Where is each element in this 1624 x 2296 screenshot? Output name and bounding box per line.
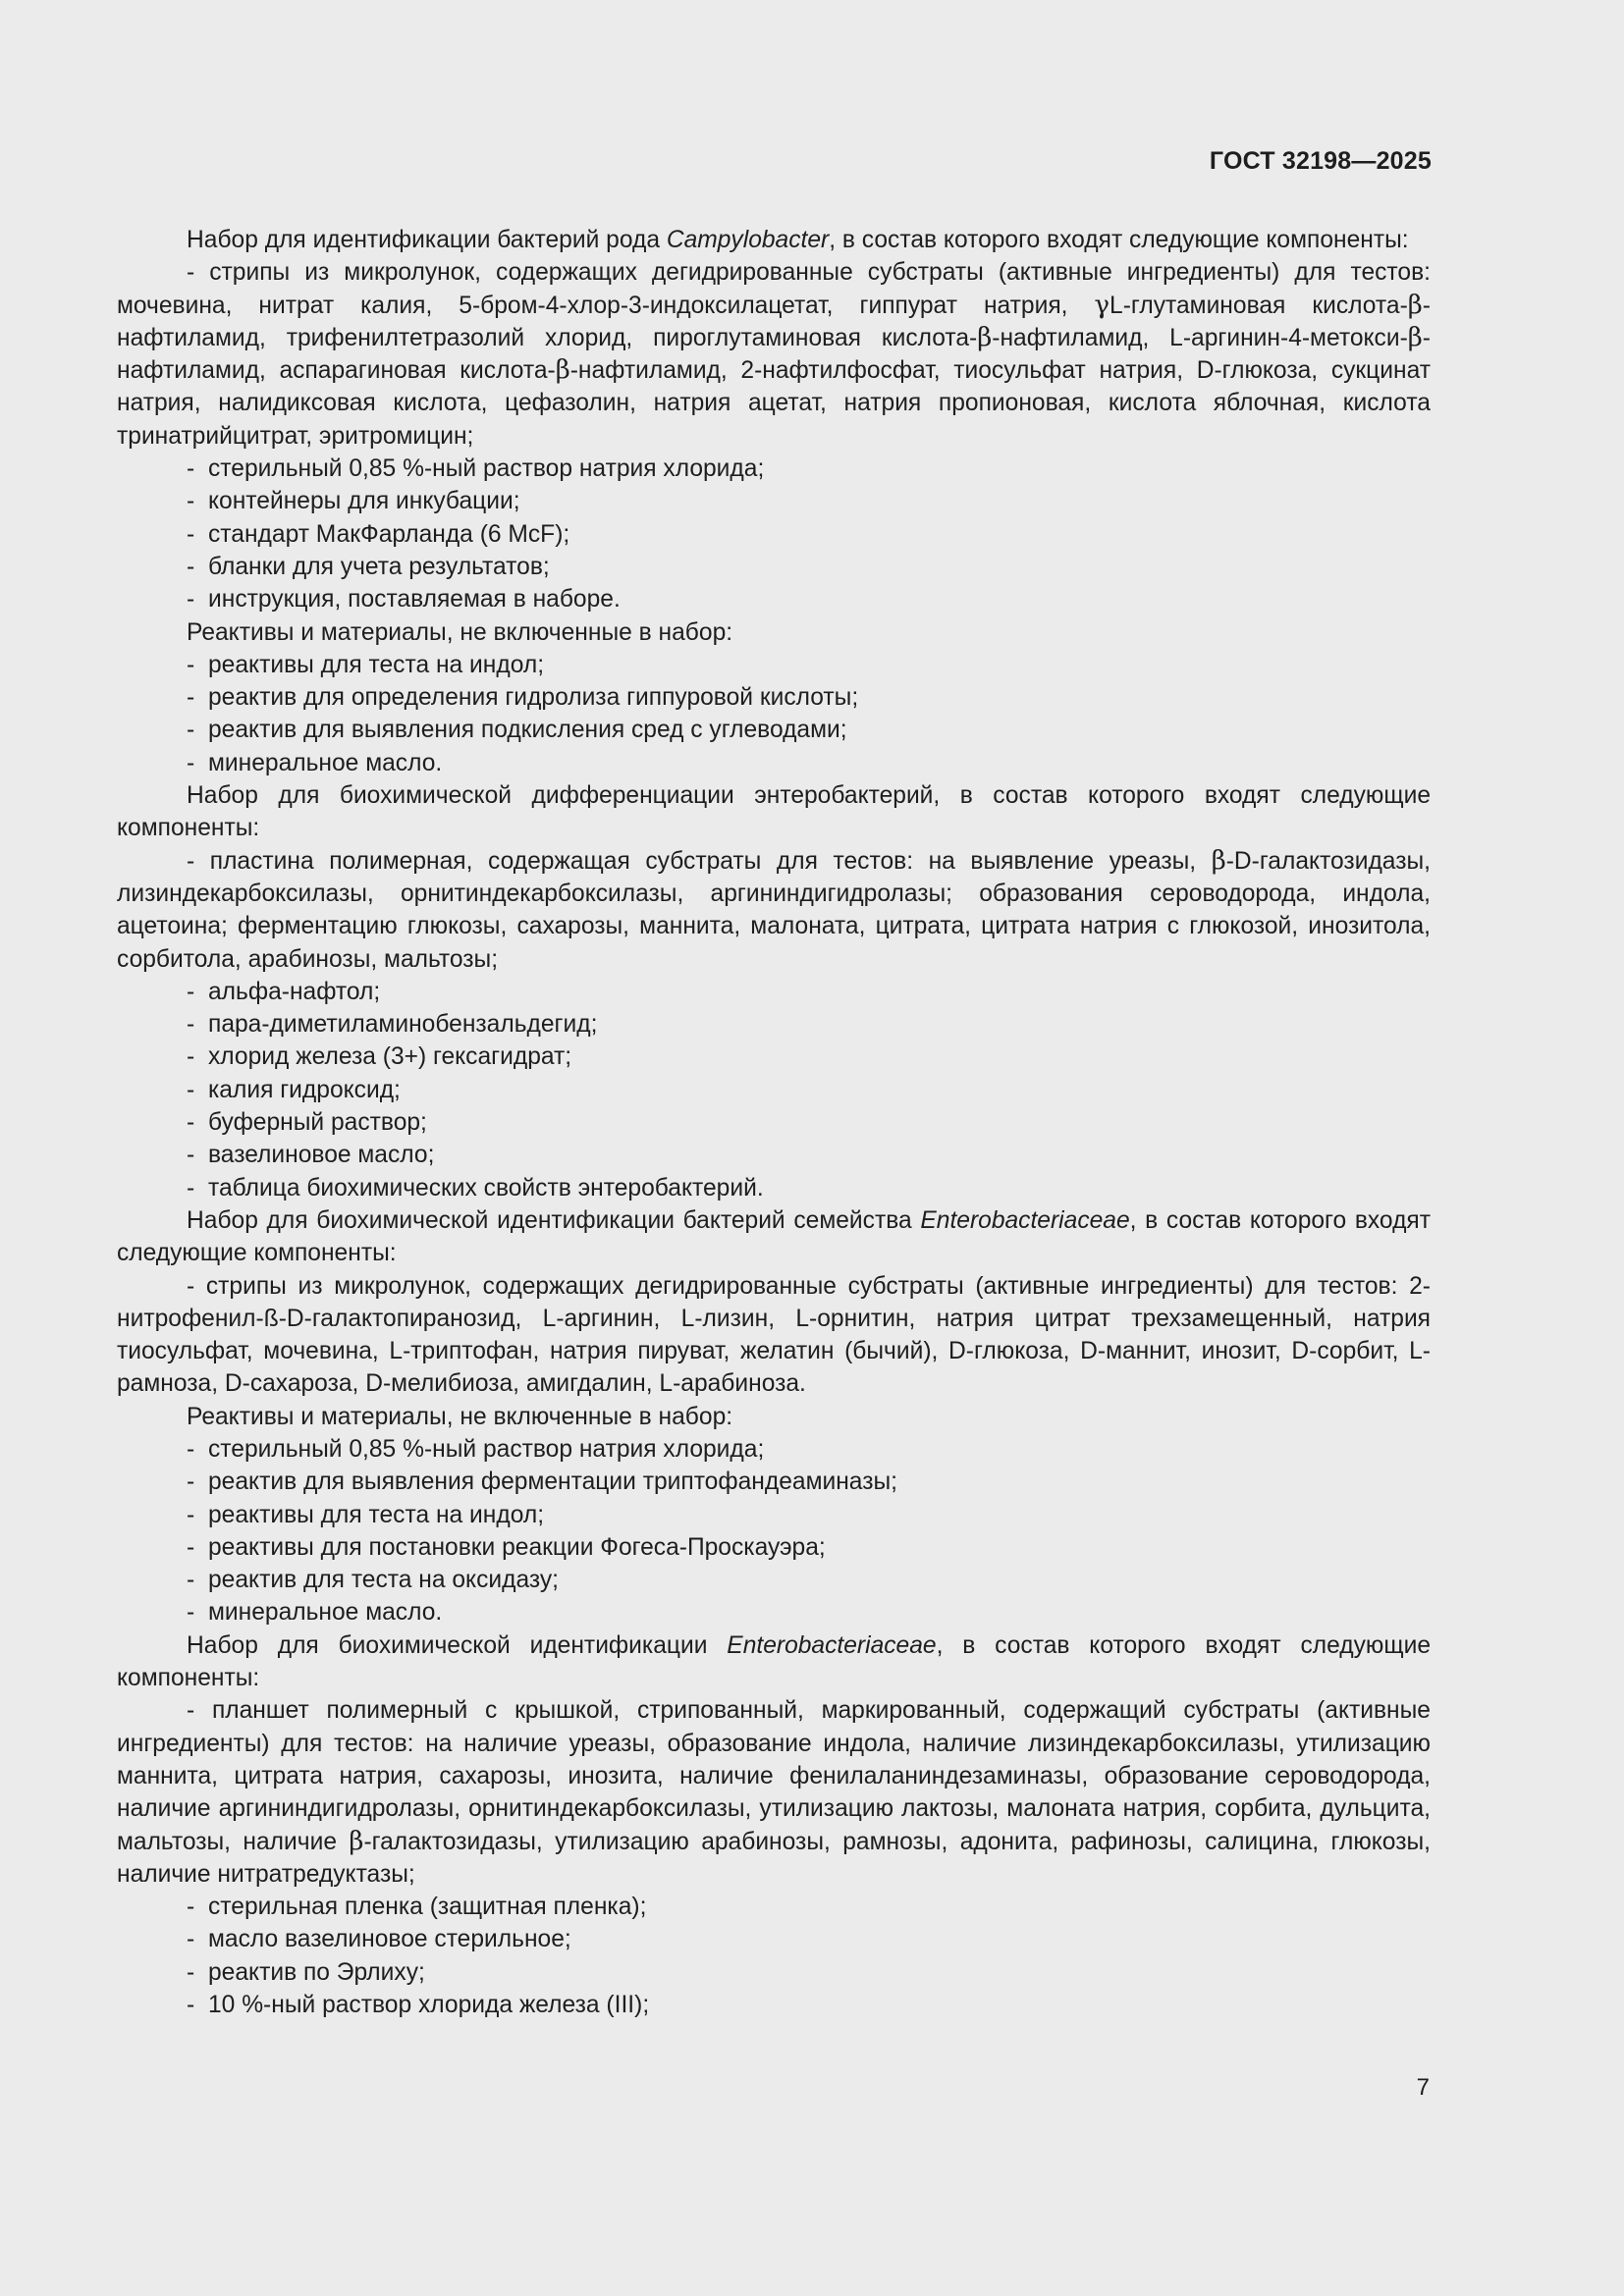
paragraph-campylobacter-kit	[117, 224, 1431, 256]
list-item-text: пара-диметиламинобензальдегид;	[208, 1011, 598, 1039]
text-run: - стрипы из микролунок, содержащих дегидрированные субстраты (активные ингредиенты) для тестов: мочевина, нитрат калия, 5-бром-4-хлор-3-индоксилацетат, гиппурат натрия,	[117, 259, 1431, 319]
paragraph-enterobacteria-differentiation-kit: Набор для биохимической дифференциации энтеробактерий, в состав которого входят следующие компоненты:	[117, 782, 1431, 842]
list-item: - пара-диметиламинобензальдегид;	[187, 1011, 598, 1039]
text-run: L-глутаминовая кислота-	[1110, 292, 1408, 319]
text-run: -D-галактозидазы, лизиндекарбоксилазы, орнитиндекарбоксилазы, аргининдигидролазы; образования сероводорода, индола, ацетоина; ферментацию глюкозы, сахарозы, маннита, малоната, цитрата, цитрата натрия с глюкозой, инозитола, сорбитола, арабинозы, мальтозы;	[117, 847, 1431, 973]
list-item-text: контейнеры для инкубации;	[208, 488, 520, 515]
text-run: - планшет полимерный с крышкой, стрипованный, маркированный, содержащий субстраты (активные ингредиенты) для тестов: на наличие уреазы, образование индола, наличие лизиндекарбоксилазы, утилизацию маннита, цитрата натрия, сахарозы, инозита, наличие фенилаланиндезаминазы, образование сероводорода, наличие аргининдигидролазы, орнитиндекарбоксилазы, утилизацию лактозы, малоната натрия, сорбита, дульцита, мальтозы, наличие	[117, 1697, 1431, 1855]
list-item-text: реактив для выявления ферментации триптофандеаминазы;	[208, 1468, 897, 1496]
document-header: ГОСТ 32198—2025	[1209, 147, 1432, 175]
list-item-text: стерильный 0,85 %-ный раствор натрия хлорида;	[208, 1435, 765, 1463]
text-run: - пластина полимерная, содержащая субстраты для тестов: на выявление уреазы,	[187, 847, 1212, 875]
list-item: - реактив для выявления ферментации триптофандеаминазы;	[187, 1468, 897, 1496]
list-item: - стерильный 0,85 %-ный раствор натрия хлорида;	[187, 1435, 765, 1463]
list-item: - стерильная пленка (защитная пленка);	[187, 1894, 647, 1921]
list-item: - вазелиновое масло;	[187, 1142, 435, 1169]
text-run: -галактозидазы, утилизацию арабинозы, рамнозы, адонита, рафинозы, салицина, глюкозы, наличие нитратредуктазы;	[117, 1828, 1431, 1888]
text-run: Набор для биохимической идентификации	[187, 1631, 728, 1659]
list-item-text: альфа-нафтол;	[208, 978, 381, 1005]
list-item: - минеральное масло.	[187, 1599, 443, 1627]
list-item-text: таблица биохимических свойств энтеробактерий.	[208, 1174, 764, 1201]
list-item-text: стерильный 0,85 %-ный раствор натрия хлорида;	[208, 455, 765, 483]
list-item-text: реактив для определения гидролиза гиппуровой кислоты;	[208, 684, 859, 712]
list-item: - реактив для теста на оксидазу;	[187, 1567, 560, 1594]
list-item-text: реактив для выявления подкисления сред с углеводами;	[208, 717, 847, 744]
list-item-strips: - стрипы из микролунок, содержащих дегидрированные субстраты (активные ингредиенты) для тестов: 2-нитрофенил-ß-D-галактопиранозид, L-аргинин, L-лизин, L-орнитин, натрия цитрат трехзамещенный, натрия тиосульфат, мочевина, L-триптофан, натрия пируват, желатин (бычий), D-глюкоза, D-маннит, инозит, D-сорбит, L-рамноза, D-сахароза, D-мелибиоза, амигдалин, L-арабиноза.	[117, 1272, 1431, 1398]
list-item-text: вазелиновое масло;	[208, 1142, 435, 1169]
list-item: - стандарт МакФарланда (6 McF);	[187, 520, 570, 548]
list-item-text: реактивы для теста на индол;	[208, 1501, 545, 1528]
text-run: -нафтиламид, аспарагиновая кислота-	[117, 324, 1431, 385]
list-item-text: реактивы для постановки реакции Фогеса-Проскауэра;	[208, 1533, 826, 1561]
page-number: 7	[1416, 2074, 1430, 2101]
list-item-text: калия гидроксид;	[208, 1076, 401, 1103]
list-item: - реактив для определения гидролиза гиппуровой кислоты;	[187, 684, 859, 712]
list-item: - бланки для учета результатов;	[187, 553, 550, 580]
list-item-text: масло вазелиновое стерильное;	[208, 1926, 571, 1953]
paragraph-enterobacteriaceae-plate-kit	[117, 1629, 1431, 1695]
list-item-text: стерильная пленка (защитная пленка);	[208, 1894, 647, 1921]
list-item-text: реактив для теста на оксидазу;	[208, 1567, 560, 1594]
list-item: - стерильный 0,85 %-ный раствор натрия хлорида;	[187, 455, 765, 483]
greek-beta: β	[1407, 290, 1423, 320]
list-item-text: реактивы для теста на индол;	[208, 651, 545, 678]
family-name: Enterobacteriaceae	[727, 1631, 937, 1659]
list-item-text: 10 %-ный раствор хлорида железа (III);	[208, 1992, 650, 2019]
paragraph-not-included: Реактивы и материалы, не включенные в набор:	[187, 618, 733, 646]
text-run: Набор для биохимической идентификации бактерий семейства	[187, 1206, 921, 1234]
greek-beta: β	[349, 1826, 364, 1856]
text-run: -нафтиламид, 2-нафтилфосфат, тиосульфат натрия, D-глюкоза, сукцинат натрия, налидиксовая кислота, цефазолин, натрия ацетат, натрия пропионовая, кислота яблочная, кислота тринатрийцитрат, эритромицин;	[117, 357, 1431, 450]
list-item-text: стандарт МакФарланда (6 McF);	[208, 520, 570, 548]
greek-beta: β	[977, 322, 993, 352]
greek-beta: β	[1407, 322, 1423, 352]
list-item: - таблица биохимических свойств энтеробактерий.	[187, 1174, 764, 1201]
list-item: - калия гидроксид;	[187, 1076, 401, 1103]
list-item-plate	[117, 845, 1431, 976]
list-item: - инструкция, поставляемая в наборе.	[187, 586, 621, 614]
list-item: - буферный раствор;	[187, 1109, 427, 1137]
list-item: - реактив по Эрлиху;	[187, 1958, 425, 1986]
list-item: - хлорид железа (3+) гексагидрат;	[187, 1043, 572, 1071]
text-run: -нафтиламид, трифенилтетразолий хлорид, пироглутаминовая кислота-	[117, 292, 1431, 351]
list-item-text: реактив по Эрлиху;	[208, 1958, 425, 1986]
greek-gamma: γ	[1094, 290, 1110, 320]
list-item: - реактивы для теста на индол;	[187, 1501, 545, 1528]
list-item-strips	[117, 256, 1431, 453]
list-item-plate	[117, 1694, 1431, 1891]
paragraph-enterobacteriaceae-strip-kit	[117, 1204, 1431, 1270]
greek-beta: β	[1211, 845, 1226, 876]
list-item-text: бланки для учета результатов;	[208, 553, 550, 580]
list-item-text: инструкция, поставляемая в наборе.	[208, 586, 621, 614]
greek-beta: β	[555, 355, 570, 386]
paragraph-not-included: Реактивы и материалы, не включенные в набор:	[187, 1403, 733, 1430]
list-item: - альфа-нафтол;	[187, 978, 381, 1005]
list-item: - контейнеры для инкубации;	[187, 488, 520, 515]
genus-name: Campylobacter	[666, 227, 830, 253]
list-item-text: минеральное масло.	[208, 749, 443, 776]
list-item: - масло вазелиновое стерильное;	[187, 1926, 571, 1953]
list-item: - реактивы для постановки реакции Фогеса-Проскауэра;	[187, 1533, 826, 1561]
text-run: , в состав которого входят следующие компоненты:	[117, 1631, 1431, 1692]
family-name: Enterobacteriaceae	[920, 1206, 1130, 1234]
list-item-text: хлорид железа (3+) гексагидрат;	[208, 1043, 572, 1071]
list-item-text: минеральное масло.	[208, 1599, 443, 1627]
list-item: - реактивы для теста на индол;	[187, 651, 545, 678]
list-item: - 10 %-ный раствор хлорида железа (III);	[187, 1992, 650, 2019]
list-item: - реактив для выявления подкисления сред с углеводами;	[187, 717, 847, 744]
list-item-text: буферный раствор;	[208, 1109, 427, 1137]
text-run: , в состав которого входят следующие компоненты:	[829, 227, 1409, 253]
text-run: , в состав которого входят следующие компоненты:	[117, 1206, 1431, 1267]
text-run: -нафтиламид, L-аргинин-4-метокси-	[992, 324, 1408, 351]
text-run: Набор для идентификации бактерий рода	[187, 227, 667, 253]
document-body	[117, 224, 1431, 2021]
list-item: - минеральное масло.	[187, 749, 443, 776]
